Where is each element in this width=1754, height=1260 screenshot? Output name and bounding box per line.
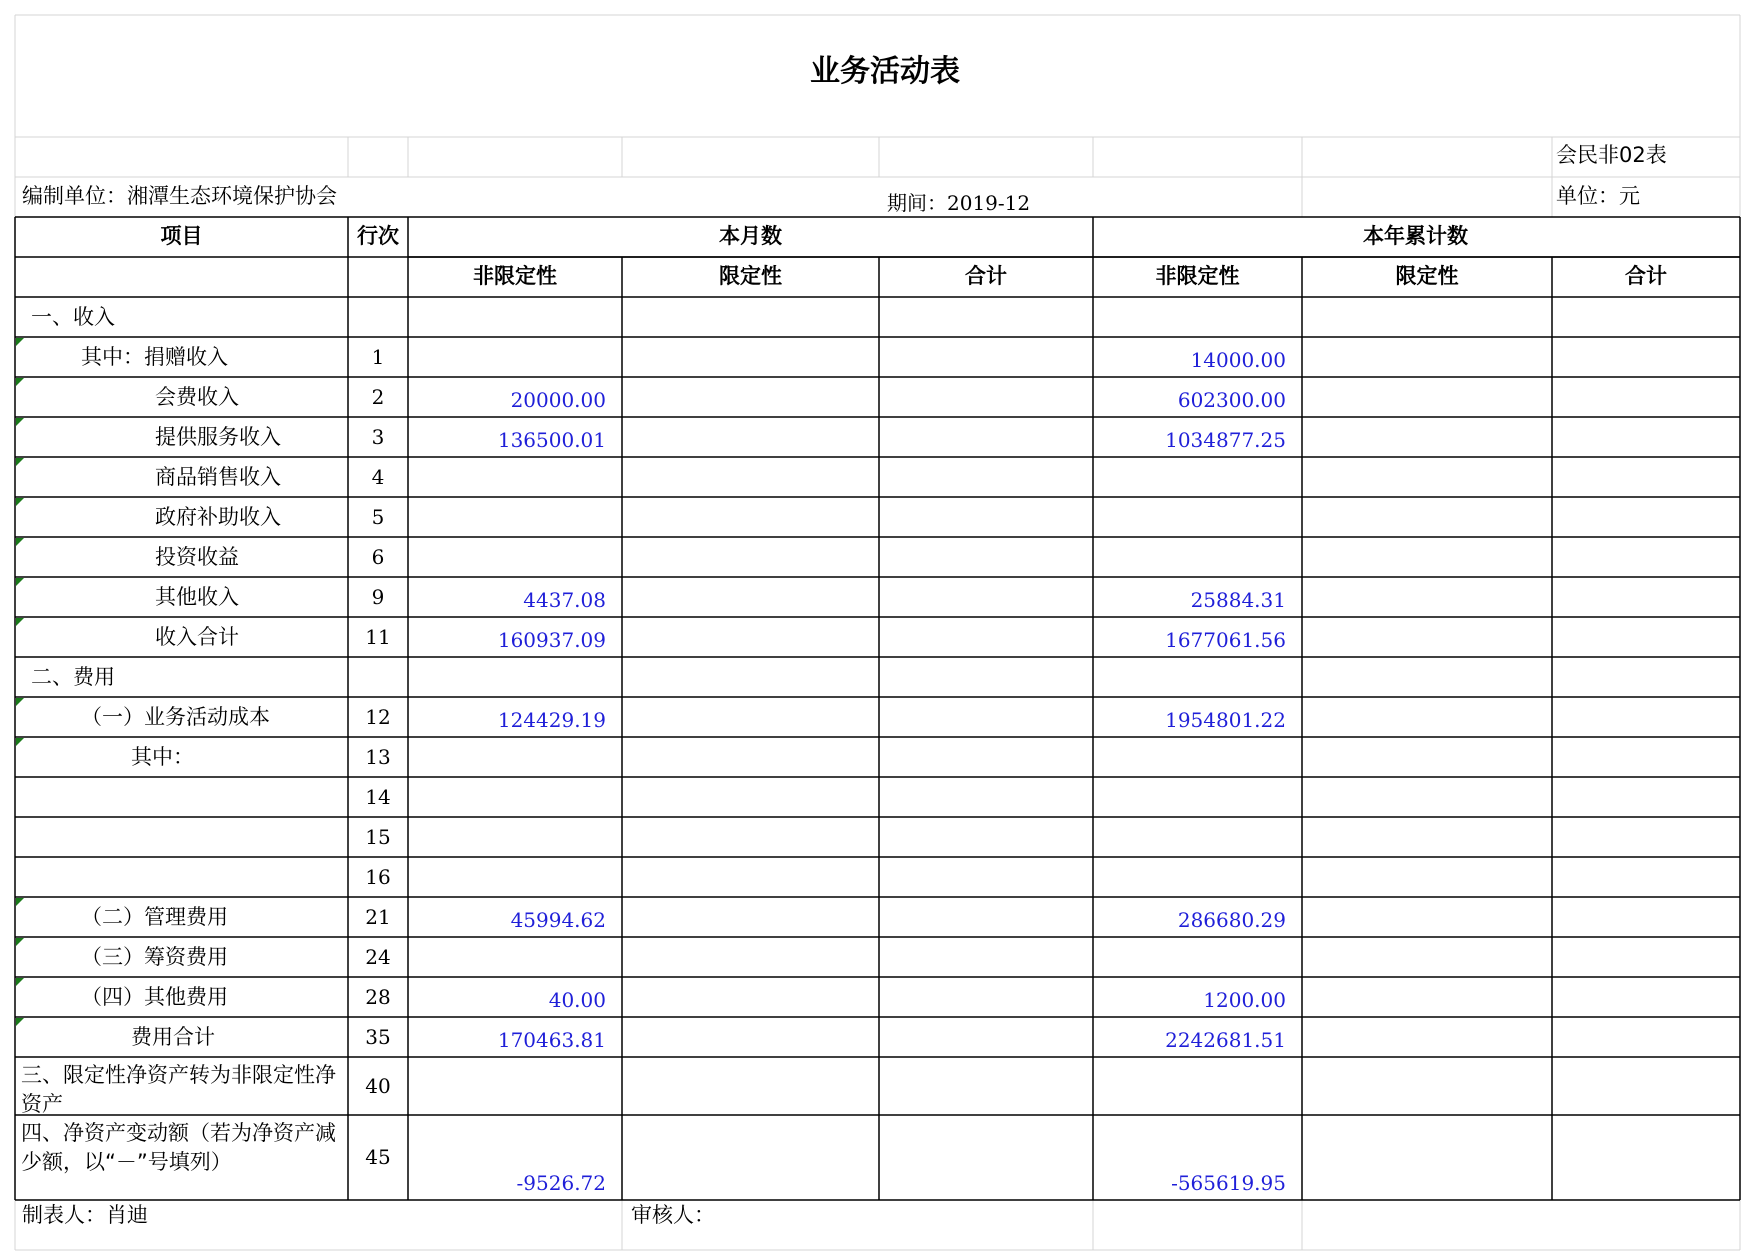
row-item-label: 商品销售收入 [155, 465, 281, 489]
row-item-label: 会费收入 [155, 385, 239, 409]
year-unrestricted-value[interactable]: 25884.31 [1190, 588, 1286, 612]
row-item-label: （三）筹资费用 [81, 945, 228, 969]
cell-comment-marker [16, 378, 24, 386]
row-number: 24 [365, 944, 391, 969]
row-number: 35 [365, 1024, 391, 1049]
row-item-label: 投资收益 [155, 545, 239, 569]
year-unrestricted-value[interactable]: 1034877.25 [1165, 428, 1286, 452]
cell-comment-marker [16, 458, 24, 466]
header-current-month: 本月数 [719, 224, 782, 248]
cell-comment-marker [16, 538, 24, 546]
row-number: 2 [371, 384, 385, 409]
row-number: 28 [365, 984, 391, 1009]
cell-comment-marker [16, 738, 24, 746]
cell-comment-marker [16, 578, 24, 586]
month-unrestricted-value[interactable]: 160937.09 [497, 628, 606, 652]
unit-label: 单位：元 [1556, 184, 1640, 208]
row-number: 4 [371, 464, 385, 489]
row-number: 15 [365, 824, 391, 849]
year-unrestricted-value[interactable]: 286680.29 [1177, 908, 1286, 932]
row-number: 13 [365, 744, 391, 769]
subheader-month-total: 合计 [965, 264, 1007, 288]
month-unrestricted-value[interactable]: 40.00 [548, 988, 606, 1012]
row-number: 1 [371, 344, 385, 369]
year-unrestricted-value[interactable]: 602300.00 [1177, 388, 1286, 412]
organization-label: 编制单位：湘潭生态环境保护协会 [22, 184, 337, 208]
subheader-year-unrestricted: 非限定性 [1155, 264, 1240, 288]
cell-comment-marker [16, 498, 24, 506]
header-year-to-date: 本年累计数 [1363, 224, 1468, 248]
row-item-label: （一）业务活动成本 [81, 705, 270, 729]
row-item-label: 收入合计 [155, 625, 239, 649]
row-number: 6 [371, 544, 385, 569]
subheader-month-unrestricted: 非限定性 [473, 264, 557, 288]
cell-comment-marker [16, 1018, 24, 1026]
row-number: 16 [365, 864, 391, 889]
row-item-label: （二）管理费用 [81, 905, 228, 929]
cell-comment-marker [16, 898, 24, 906]
month-unrestricted-value[interactable]: -9526.72 [516, 1171, 606, 1195]
row-item-label: 四、净资产变动额（若为净资产减少额，以“－”号填列） [21, 1121, 336, 1174]
cell-comment-marker [16, 618, 24, 626]
row-item-label: 一、收入 [31, 305, 115, 329]
row-number: 14 [365, 784, 391, 809]
cell-comment-marker [16, 978, 24, 986]
row-number: 5 [371, 504, 385, 529]
header-row-no: 行次 [357, 224, 399, 248]
period-label: 期间：2019-12 [887, 191, 1031, 215]
month-unrestricted-value[interactable]: 124429.19 [497, 708, 606, 732]
month-unrestricted-value[interactable]: 20000.00 [510, 388, 606, 412]
month-unrestricted-value[interactable]: 136500.01 [497, 428, 606, 452]
sheet-title: 业务活动表 [810, 54, 960, 89]
row-number: 12 [365, 704, 391, 729]
row-number: 21 [365, 904, 391, 929]
subheader-year-total: 合计 [1625, 264, 1667, 288]
row-item-label: 其中：捐赠收入 [81, 345, 228, 369]
subheader-month-restricted: 限定性 [719, 264, 782, 288]
row-number: 45 [365, 1145, 391, 1169]
row-item-label: 提供服务收入 [155, 425, 281, 449]
month-unrestricted-value[interactable]: 170463.81 [497, 1028, 606, 1052]
cell-comment-marker [16, 418, 24, 426]
row-number: 40 [365, 1073, 391, 1098]
subheader-year-restricted: 限定性 [1395, 264, 1459, 288]
month-unrestricted-value[interactable]: 45994.62 [510, 908, 606, 932]
row-number: 11 [365, 624, 391, 649]
row-item-label: 其中： [131, 745, 194, 769]
year-unrestricted-value[interactable]: -565619.95 [1171, 1171, 1286, 1195]
year-unrestricted-value[interactable]: 1200.00 [1203, 988, 1286, 1012]
row-item-label: 其他收入 [155, 585, 239, 609]
row-item-label: （四）其他费用 [81, 985, 228, 1009]
row-item-label: 三、限定性净资产转为非限定性净资产 [21, 1063, 336, 1116]
month-unrestricted-value[interactable]: 4437.08 [523, 588, 606, 612]
year-unrestricted-value[interactable]: 2242681.51 [1165, 1028, 1286, 1052]
year-unrestricted-value[interactable]: 14000.00 [1190, 348, 1286, 372]
cell-comment-marker [16, 938, 24, 946]
year-unrestricted-value[interactable]: 1954801.22 [1165, 708, 1286, 732]
year-unrestricted-value[interactable]: 1677061.56 [1165, 628, 1286, 652]
reviewer-label: 审核人： [631, 1203, 715, 1227]
preparer-label: 制表人：肖迪 [22, 1203, 148, 1227]
row-number: 3 [371, 424, 385, 449]
row-item-label: 政府补助收入 [155, 505, 281, 529]
row-item-label: 费用合计 [131, 1025, 215, 1049]
cell-comment-marker [16, 338, 24, 346]
form-code: 会民非02表 [1556, 143, 1667, 167]
row-number: 9 [371, 584, 385, 609]
cell-comment-marker [16, 698, 24, 706]
header-item: 项目 [160, 224, 203, 248]
row-item-label: 二、费用 [31, 665, 115, 689]
